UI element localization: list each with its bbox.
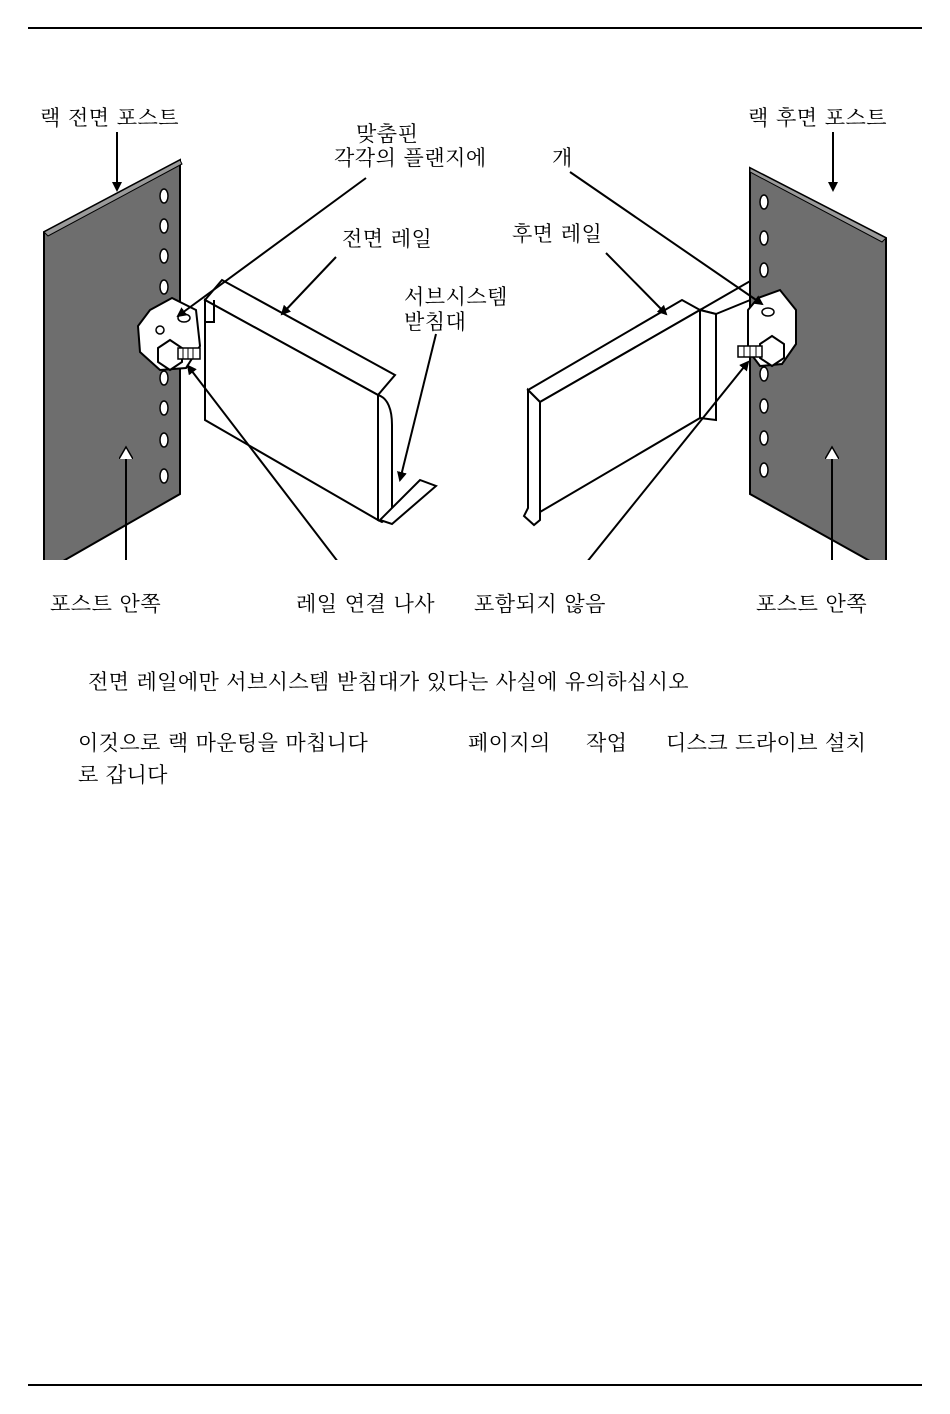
arrow-pin-left bbox=[178, 178, 366, 316]
label-not-included: 포함되지 않음 bbox=[474, 592, 606, 616]
label-rail-connect-screw: 레일 연결 나사 bbox=[296, 592, 436, 616]
header-rule bbox=[28, 27, 922, 29]
front-rail bbox=[205, 280, 436, 524]
label-front-post: 랙 전면 포스트 bbox=[40, 106, 180, 130]
rear-post bbox=[738, 168, 886, 560]
note-paragraph: 전면 레일에만 서브시스템 받침대가 있다는 사실에 유의하십시오 bbox=[88, 670, 689, 694]
next-step-part-b: 페이지의 bbox=[468, 731, 551, 755]
rear-rail bbox=[524, 280, 760, 525]
arrow-subsystem-support bbox=[400, 334, 436, 480]
label-rear-post: 랙 후면 포스트 bbox=[748, 106, 888, 130]
arrow-rear-rail bbox=[606, 253, 666, 314]
front-post bbox=[44, 160, 200, 560]
label-inside-post-left: 포스트 안쪽 bbox=[50, 592, 162, 616]
label-front-rail: 전면 레일 bbox=[342, 227, 433, 251]
next-step-part-e: 로 갑니다 bbox=[78, 763, 168, 787]
label-rear-rail: 후면 레일 bbox=[512, 222, 603, 246]
arrow-front-rail bbox=[282, 257, 336, 314]
label-inside-post-right: 포스트 안쪽 bbox=[756, 592, 868, 616]
footer-rule bbox=[28, 1384, 922, 1386]
next-step-part-a: 이것으로 랙 마운팅을 마칩니다 bbox=[78, 731, 369, 755]
label-alignment-pin-line2: 각각의 플랜지에 bbox=[334, 146, 487, 170]
label-alignment-pin-line1: 맞춤핀 bbox=[356, 122, 419, 146]
label-alignment-pin-count: 개 bbox=[552, 146, 573, 170]
label-subsystem-support-line2: 받침대 bbox=[404, 310, 467, 334]
next-step-part-d: 디스크 드라이브 설치 bbox=[666, 731, 867, 755]
label-subsystem-support-line1: 서브시스템 bbox=[404, 285, 508, 309]
next-step-part-c: 작업 bbox=[586, 731, 628, 755]
